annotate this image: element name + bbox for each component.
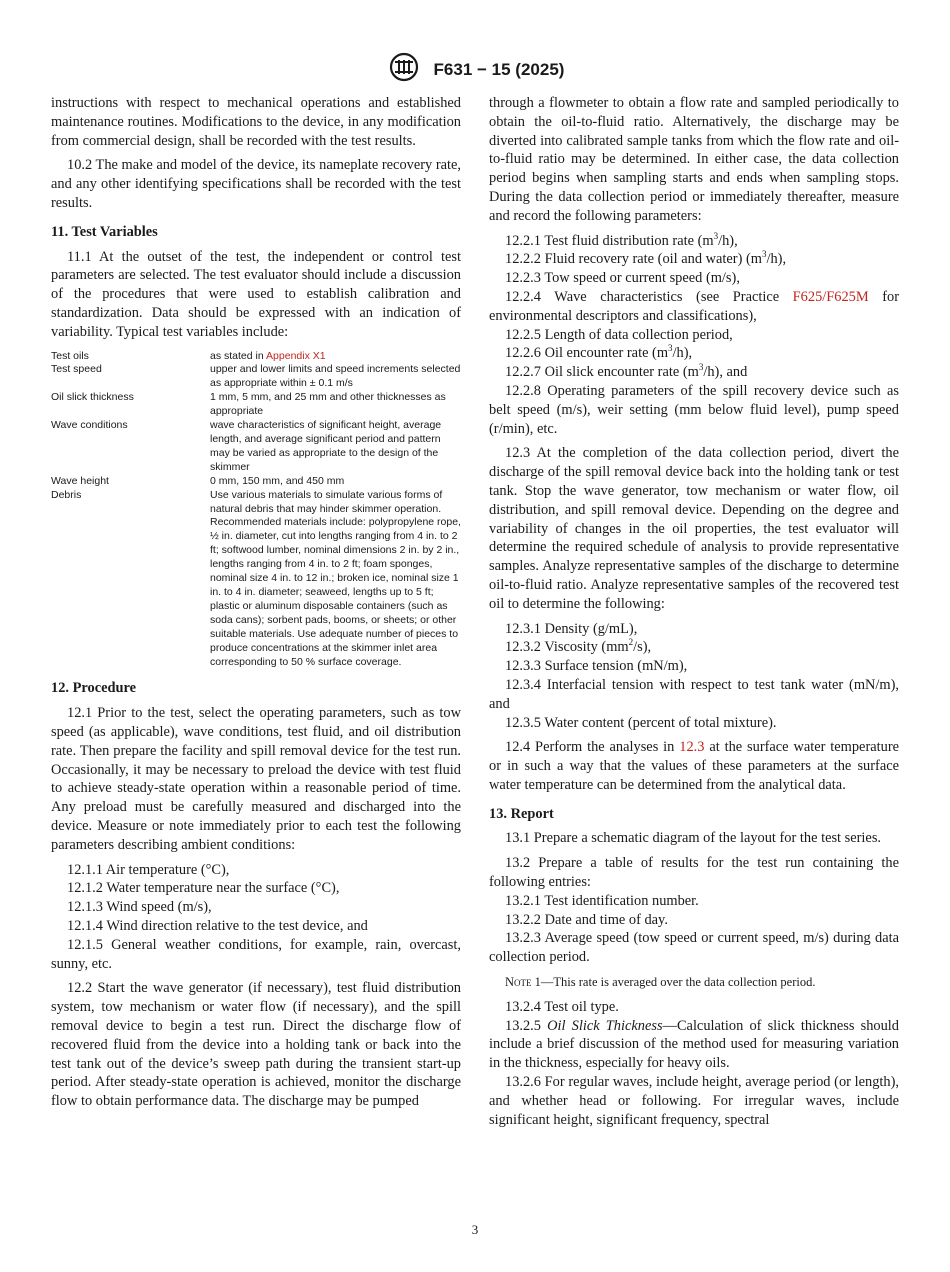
document-code: F631 − 15 (2025) [433, 59, 565, 79]
paragraph-text: at the surface water temperature or in such a way that the values of these parameters at the surface water temperature can be determined from the analytical data. [489, 739, 899, 793]
table-cell-name: Oil slick thickness [51, 391, 134, 404]
list-item: 12.3.5 Water content (percent of total mixture). [505, 714, 777, 731]
section-heading-13: 13. Report [489, 805, 554, 822]
list-item-text: 12.2.1 Test fluid distribution rate (m [505, 232, 714, 249]
superscript: 3 [761, 249, 767, 260]
note-1 [505, 973, 899, 992]
page-number: 3 [471, 1222, 479, 1237]
list-item-text: 12.3.2 Viscosity (mm [505, 639, 629, 656]
list-item: 12.2.3 Tow speed or current speed (m/s), [505, 270, 740, 287]
list-item [489, 638, 899, 657]
list-item [489, 288, 899, 326]
note-label: Note 1 [505, 975, 541, 990]
paragraph-continuation: instructions with respect to mechanical operations and established maintenance routines. Modifications to the device, in any modification from commercial design, shall be recorded with the test results. [51, 95, 461, 149]
list-item: 12.2.5 Length of data collection period, [505, 326, 733, 343]
superscript: 3 [698, 362, 704, 373]
list-item: 12.3.3 Surface tension (mN/m), [505, 658, 688, 675]
list-item [489, 250, 899, 269]
list-item-text: /h), [718, 232, 738, 249]
paragraph-text: 12.4 Perform the analyses in [505, 739, 680, 756]
list-item: 13.2.3 Average speed (tow speed or current speed, m/s) during data collection period. [489, 930, 899, 966]
section-12-3-link[interactable]: 12.3 [679, 739, 705, 756]
table-cell-name: Test speed [51, 363, 102, 376]
list-item-text: 12.2.4 Wave characteristics (see Practice [505, 288, 793, 305]
list-item [489, 344, 899, 363]
paragraph-continuation: through a flowmeter to obtain a flow rate and sampled periodically to obtain the oil-to-fluid ratio. Alternatively, the discharge may be diverted into calibrated sample tanks from which the flow rate and oil-to-fluid ratio may be determined. In either case, the data collection period begins when sampling starts and ends when sampling stops. During the data collection period or immediately thereafter, measure and record the following parameters: [489, 95, 899, 224]
paragraph-12-4 [489, 738, 899, 794]
list-item [489, 363, 899, 382]
list-item-text: 12.2.2 Fluid recovery rate (oil and water) (m [505, 251, 762, 268]
table-row [51, 489, 461, 670]
table-cell-desc-text: as stated in [210, 349, 267, 362]
list-item: 13.2.6 For regular waves, include height, average period (or length), and whether head or following. For irregular waves, include significant height, significant frequency, spectral [489, 1074, 899, 1128]
appendix-x1-link[interactable]: Appendix X1 [266, 349, 326, 362]
table-row [51, 419, 461, 475]
list-item-text: 12.2.6 Oil encounter rate (m [505, 345, 669, 362]
list-item: 12.1.4 Wind direction relative to the test device, and [67, 917, 368, 934]
note-text: —This rate is averaged over the data collection period. [540, 975, 816, 990]
right-column [489, 94, 899, 1129]
practice-f625-link[interactable]: F625/F625M [792, 288, 869, 305]
table-cell-name: Test oils [51, 349, 89, 362]
list-item: 13.2.2 Date and time of day. [505, 911, 668, 928]
list-item: 12.2.8 Operating parameters of the spill recovery device such as belt speed (m/s), weir setting (mm below fluid level), pump speed (r/min), etc. [489, 382, 899, 437]
table-row [51, 475, 461, 489]
table-cell-desc [210, 350, 461, 364]
table-row [51, 350, 461, 364]
list-item-text: /h), [672, 345, 693, 362]
paragraph-13-1: 13.1 Prepare a schematic diagram of the layout for the test series. [505, 830, 882, 847]
list-item: 12.3.4 Interfacial tension with respect to test tank water (mN/m), and [489, 676, 899, 712]
list-item: 12.1.5 General weather conditions, for example, rain, overcast, sunny, etc. [51, 936, 461, 972]
table-cell-name: Wave conditions [51, 419, 128, 432]
left-column [51, 94, 461, 1117]
list-item: 13.2.4 Test oil type. [505, 998, 619, 1015]
section-heading-12: 12. Procedure [51, 680, 136, 697]
paragraph-13-2: 13.2 Prepare a table of results for the test run containing the following entries: [489, 855, 899, 891]
table-cell-desc: wave characteristics of significant height, average length, and average significant period and pattern may be varied as appropriate to the design of the skimmer [210, 419, 442, 473]
test-variables-table [51, 350, 461, 670]
table-row [51, 391, 461, 419]
section-heading-11: 11. Test Variables [51, 223, 158, 240]
table-cell-desc: Use various materials to simulate various forms of natural debris that may hinder skimmer operation. Recommended materials include: polypropylene rope, ½ in. diameter, cut into lengths ranging from 4 in. to 2 ft; softwood lumber, nominal dimensions 2 in. by 2 in., lengths ranging from 4 in. to 2 ft; foam sponges, nominal size 4 in. to 12 in.; broken ice, nominal size 1 in. to 4 in. diameter; seaweed, lengths up to 5 ft; plastic or aluminum disposable containers (such as soda cans); sorbent pads, booms, or sheets; or other suitable materials. Use adequate number of pieces to produce concentrations at the skimmer inlet area corresponding to 50 % surface coverage. [210, 488, 461, 668]
list-item: 12.3.1 Density (g/mL), [505, 620, 638, 637]
paragraph-12-2: 12.2 Start the wave generator (if necessary), test fluid distribution system, tow mechanism or water flow (if necessary), and the spill removal device to begin a test run. Direct the discharge flow of recovered fluid from the device into a holding tank or back into the test tank out of the device’s sweep path during the transient start-up period. After steady-state operation is achieved, monitor the discharge flow to obtain performance data. The discharge may be pumped [51, 980, 461, 1110]
paragraph-11-1: 11.1 At the outset of the test, the independent or control test parameters are selected. The test evaluator should include a discussion of the procedures that were used to establish calibration and standardization. Data should be expressed with an indication of variability. Typical test variables include: [51, 248, 461, 340]
astm-logo-icon [386, 52, 422, 87]
superscript: 2 [628, 637, 634, 648]
list-item: 13.2.1 Test identification number. [505, 892, 699, 909]
paragraph-12-3: 12.3 At the completion of the data collection period, divert the discharge of the spill removal device back into the holding tank or test tank. Stop the wave generator, tow mechanism or water flow, oil distribution, and spill removal device. Depending on the degree and variability of changes in the oil properties, the test evaluator will determine the required schedule of analysis to provide representative samples. Analyze representative samples of the discharge to determine oil-to-fluid ratio. Analyze representative samples of the recovered test oil to determine the following: [489, 445, 899, 612]
table-cell-desc: upper and lower limits and speed increments selected as appropriate within ± 0.1 m/s [210, 363, 461, 390]
table-row [51, 363, 461, 391]
list-item-text: /h), and [703, 364, 748, 381]
list-item-text: for environmental descriptors and classifications), [489, 288, 899, 324]
table-cell-name: Wave height [51, 474, 109, 487]
list-item-title: Oil Slick Thickness [547, 1017, 663, 1034]
table-cell-name: Debris [51, 488, 82, 501]
list-item: 12.1.1 Air temperature (°C), [67, 861, 230, 878]
list-item [489, 232, 899, 251]
paragraph-12-1: 12.1 Prior to the test, select the operating parameters, such as tow speed (as applicable), wave conditions, test fluid, and oil distribution rate. Then prepare the facility and spill removal device for the test run. Occasionally, it may be necessary to preload the device with test fluid to achieve steady-state operation within a reasonable period of time. Any preload must be carefully measured and discharged into the device. Measure or note immediately prior to each test the following parameters describing ambient conditions: [51, 705, 461, 853]
list-item-text: 12.2.7 Oil slick encounter rate (m [505, 364, 699, 381]
table-cell-desc: 1 mm, 5 mm, and 25 mm and other thicknesses as appropriate [210, 391, 446, 418]
list-item-text: /s), [633, 639, 652, 656]
list-item-number: 13.2.5 [505, 1017, 548, 1034]
table-cell-desc: 0 mm, 150 mm, and 450 mm [210, 474, 345, 487]
superscript: 3 [713, 230, 719, 241]
list-item-text: —Calculation of slick thickness should include a brief discussion of the method used for measuring variation in the thickness, especially for heavy oils. [489, 1017, 900, 1072]
superscript: 3 [668, 343, 673, 354]
page-header [0, 52, 950, 87]
list-item: 12.1.3 Wind speed (m/s), [67, 899, 212, 916]
paragraph-10-2: 10.2 The make and model of the device, its nameplate recovery rate, and any other identifying specifications shall be recorded with the test results. [51, 157, 461, 211]
list-item-text: /h), [766, 251, 787, 268]
list-item: 12.1.2 Water temperature near the surface (°C), [67, 880, 340, 897]
list-item [489, 1017, 899, 1073]
